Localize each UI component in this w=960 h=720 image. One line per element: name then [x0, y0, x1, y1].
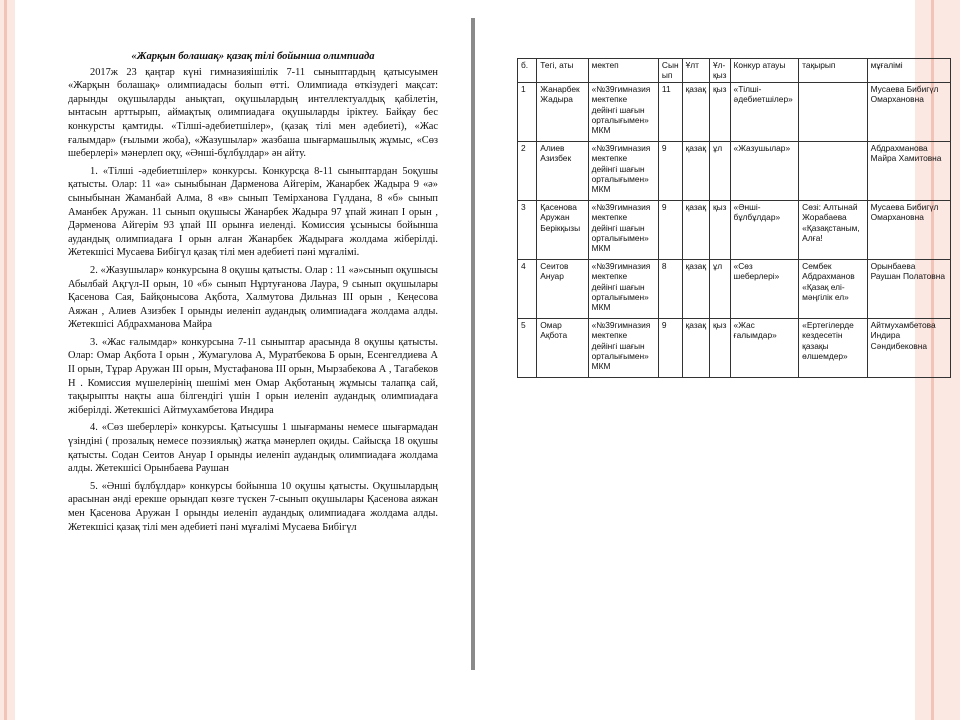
table-cell: «Сөз шеберлері» — [730, 259, 799, 318]
table-row — [518, 200, 951, 259]
table-cell: «Әнші-бұлбұлдар» — [730, 200, 799, 259]
table-cell: Жанарбек Жадыра — [537, 82, 588, 141]
table-cell: Сембек Абдрахманов «Қазақ елі- мәңгілік ел» — [799, 259, 867, 318]
table-cell: ұл — [710, 141, 731, 200]
table-cell: 9 — [658, 318, 682, 377]
header-cell: Сын ып — [658, 59, 682, 83]
table-cell: Сөзі: Алтынай Жорабаева «Қазақстаным, Алға! — [799, 200, 867, 259]
table-cell: «№39гимназия мектепке дейінгі шағын орталығымен» МКМ — [588, 82, 658, 141]
header-cell: тақырып — [799, 59, 867, 83]
table-cell: Айтмухамбетова Индира Сәндибековна — [867, 318, 950, 377]
header-cell: мұғалімі — [867, 59, 950, 83]
table-cell: 9 — [658, 200, 682, 259]
left-decor-stripe — [0, 0, 15, 720]
header-cell: Тегі, аты — [537, 59, 588, 83]
table-row — [518, 141, 951, 200]
table-cell: 4 — [518, 259, 537, 318]
table-cell: «№39гимназия мектепке дейінгі шағын орталығымен» МКМ — [588, 200, 658, 259]
table-row — [518, 259, 951, 318]
table-cell: қыз — [710, 318, 731, 377]
table-cell: ұл — [710, 259, 731, 318]
table-cell: Алиев Азизбек — [537, 141, 588, 200]
results-table — [517, 58, 951, 378]
table-cell — [799, 82, 867, 141]
table-cell: «Жас ғалымдар» — [730, 318, 799, 377]
table-cell: «Ертегілерде кездесетін қазақы өлшемдер» — [799, 318, 867, 377]
table-cell: «№39гимназия мектепке дейінгі шағын орталығымен» МКМ — [588, 318, 658, 377]
table-cell: Орынбаева Раушан Полатовна — [867, 259, 950, 318]
header-cell: Конкур атауы — [730, 59, 799, 83]
table-cell: қазақ — [682, 318, 709, 377]
header-cell: мектеп — [588, 59, 658, 83]
table-cell: Мусаева Бибигүл Омархановна — [867, 200, 950, 259]
report-title: «Жарқын болашақ» қазақ тілі бойынша олимпиада — [131, 51, 375, 62]
table-cell: «Тілші-әдебиетшілер» — [730, 82, 799, 141]
page-divider — [471, 18, 475, 670]
report-paragraph: 3. «Жас ғалымдар» конкурсына 7-11 сыныптар арасында 8 оқушы қатысты. Олар: Омар Ақбота І орын , Жумагулова А, Муратбекова Б орын, Есенгелдиева А ІІ орын, Тұрар Аружан ІІІ орын, Мустафанова ІІІ орын, Мырзабекова А , Тагабеков Н . Комиссия мүшелерінің шешімі мен Омар Ақботаның жұмысы талапқа сай, тақырыпты нақты аша білгендігі үшін І орын иеленіп аудандық олимпиадаға жіберілді. Жетекшісі Айтмухамбетова Индира — [68, 336, 438, 416]
table-cell: 5 — [518, 318, 537, 377]
table-cell: 2 — [518, 141, 537, 200]
left-decor-stripe-inner — [4, 0, 7, 720]
report-paragraph: 2. «Жазушылар» конкурсына 8 оқушы қатысты. Олар : 11 «ә»сынып оқушысы Абылбай Ақгүл-ІІ орын, 10 «б» сынып Нұртуғанова Лаура, 9 сынып оқушылары Қасенова Сая, Байқонысова Ақбота, Халмутова Дильназ ІІІ орын , Кеңесова Аяжан , Алиев Азизбек І орынды иеленіп аудандық олимпиадаға жолдама алды. Жетекшісі Абдрахманова Майра — [68, 264, 438, 331]
header-cell: б. — [518, 59, 537, 83]
table-cell: «№39гимназия мектепке дейінгі шағын орталығымен» МКМ — [588, 141, 658, 200]
table-cell: 3 — [518, 200, 537, 259]
table-cell: 11 — [658, 82, 682, 141]
table-cell: қыз — [710, 200, 731, 259]
table-cell: Мусаева Бибигүл Омархановна — [867, 82, 950, 141]
header-cell: Ұл-қыз — [710, 59, 731, 83]
table-cell: 1 — [518, 82, 537, 141]
table-cell: 9 — [658, 141, 682, 200]
table-cell: қыз — [710, 82, 731, 141]
table-cell: «№39гимназия мектепке дейінгі шағын орталығымен» МКМ — [588, 259, 658, 318]
table-cell: Абдрахманова Майра Хамитовна — [867, 141, 950, 200]
report-paragraph: 1. «Тілші -әдебиетшілер» конкурсы. Конкурсқа 8-11 сыныптардан 5оқушы қатысты. Олар: 11 «а» сыныбынан Дарменова Айгерім, Жанарбек Жадыра 9 «ә» сыныбынан Жаманбай Алма, 8 «в» сынып Темірханова Гүлдана, 8 «б» сынып Аманбек Аружан. 11 сынып оқушысы Жанарбек Жадыра 97 ұпай жинап І орын , Дәрменова Айгерім 93 ұпай ІІІ орынға иеленді. Комиссия ұсынысы бойынша аудандық олимпиадаға І орын алған Жанарбек Жадыраға жолдама жіберілді. Жетекшісі Мусаева Бибігүл қазақ тілі мен әдебиеті пәні мұғалімі. — [68, 165, 438, 259]
table-cell: Омар Ақбота — [537, 318, 588, 377]
table-row — [518, 82, 951, 141]
table-cell: қазақ — [682, 200, 709, 259]
report-paragraph: 2017ж 23 қаңтар күні гимназияішілік 7-11 сыныптардың қатысуымен «Жарқын болашақ» олимпиадасы болып өтті. Олимпиада өткізудегі мақсат: дарынды оқушыларды анықтап, оқушылардың интеллектуалдық қабілетін, ынтасын арттырып, аймақтық олимпиадаға оқушыларды іріктеу. Байқау бес конкурсты қамтиды. «Тілші-әдебиетшілер», (қазақ тілі мен әдебиеті), «Жас ғалымдар» (ғылыми жоба), «Жазушылар» жазбаша шығармашылық жұмыс, «Сөз шеберлері» мәнерлеп оқу, «Әнші-бұлбұлдар» ән айту. — [68, 66, 438, 160]
header-cell: Ұлт — [682, 59, 709, 83]
table-cell: Сеитов Ануар — [537, 259, 588, 318]
table-cell: Қасенова Аружан Берікқызы — [537, 200, 588, 259]
report-paragraph: 4. «Сөз шеберлері» конкурсы. Қатысушы 1 шығарманы немесе шығармадан үзіндіні ( прозалық немесе поэзиялық) жатқа мәнерлеп оқиды. Сайысқа 18 оқушы қатысты. Содан Сеитов Ануар І орынды иеленіп аудандық олимпиадаға жолдама алды. Жетекшісі Орынбаева Раушан — [68, 422, 438, 475]
table-cell: «Жазушылар» — [730, 141, 799, 200]
report-paragraph: 5. «Әнші бұлбұлдар» конкурсы бойынша 10 оқушы қатысты. Оқушылардың арасынан әнді ерекше орындап көзге түскен 7-сынып оқушылары Қасенова аяжан мен Қасенова Аружан І орынды иеленіп аудандық олимпиадаға жолдама алды. Жетекшісі қазақ тілі мен әдебиеті пәні мұғалімі Мусаева Бибігүл — [68, 480, 438, 533]
table-cell: қазақ — [682, 141, 709, 200]
olympiad-report — [68, 50, 438, 538]
table-cell: 8 — [658, 259, 682, 318]
table-cell: қазақ — [682, 82, 709, 141]
table-header-row — [518, 59, 951, 83]
table-row — [518, 318, 951, 377]
table-cell — [799, 141, 867, 200]
table-cell: қазақ — [682, 259, 709, 318]
